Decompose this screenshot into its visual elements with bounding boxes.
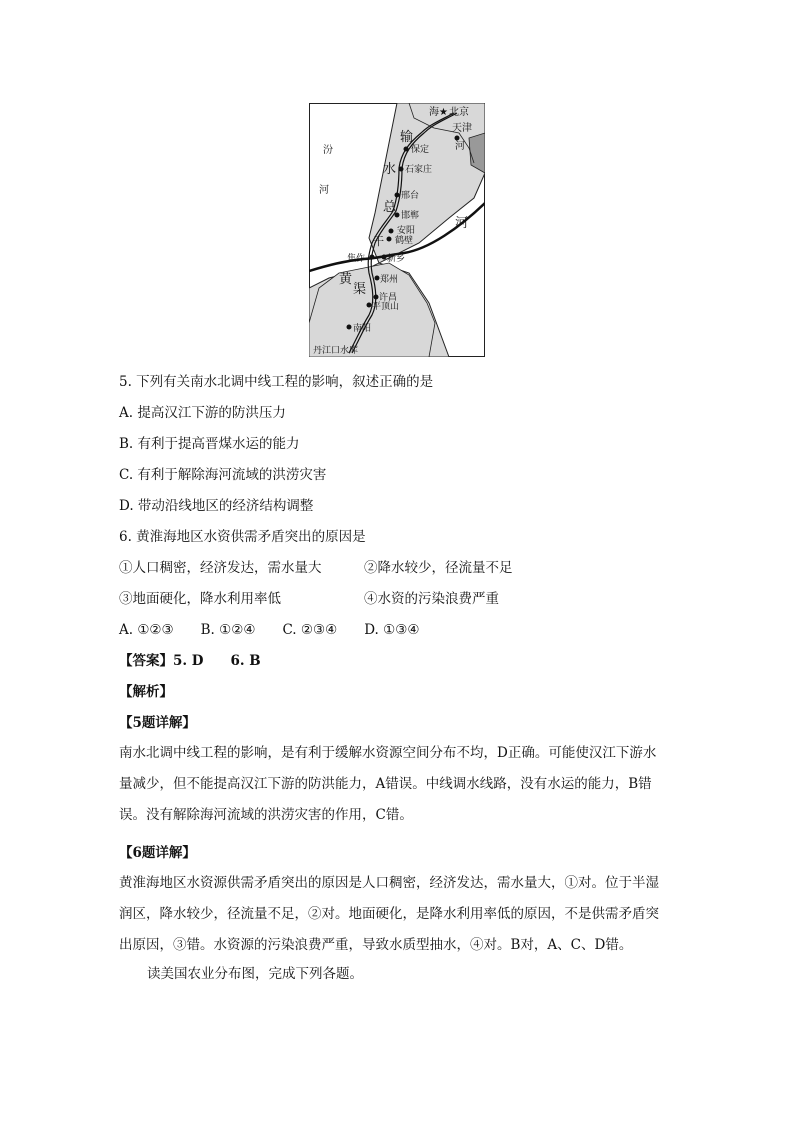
map-label-xuchang: 许昌 bbox=[379, 293, 398, 303]
city-dot bbox=[389, 229, 394, 234]
city-dot bbox=[395, 193, 400, 198]
city-dot bbox=[375, 276, 380, 281]
map-label-anyang: 安阳 bbox=[397, 226, 416, 236]
city-dot bbox=[455, 136, 460, 141]
route-map-svg bbox=[309, 103, 485, 357]
map-label-gan: 干 bbox=[373, 235, 384, 248]
map-label-danjiangkou: 丹江口水库 bbox=[313, 346, 359, 356]
detail5-title: 【5题详解】 bbox=[119, 715, 196, 731]
detail6-line-2: 润区，降水较少，径流量不足，②对。地面硬化，是降水利用率低的原因，不是供需矛盾突 bbox=[119, 906, 659, 922]
city-dot bbox=[399, 167, 404, 172]
map-label-he-tianjin: 河 bbox=[455, 141, 465, 152]
detail5-line-3: 误。没有解除海河流域的洪涝灾害的作用，C错。 bbox=[119, 807, 413, 823]
map-label-hebi: 鹤壁 bbox=[395, 236, 414, 246]
answer-line: 【答案】5. D 6. B bbox=[119, 653, 261, 669]
detail5-line-1: 南水北调中线工程的影响，是有利于缓解水资源空间分布不均，D正确。可能使汉江下游水 bbox=[119, 745, 657, 761]
analysis-title: 【解析】 bbox=[119, 684, 173, 700]
q6-statement-4: ④水资的污染浪费严重 bbox=[364, 591, 499, 607]
route-map bbox=[309, 103, 485, 357]
map-label-shu: 输 bbox=[400, 130, 414, 145]
detail6-title: 【6题详解】 bbox=[119, 845, 196, 861]
map-label-zong: 总 bbox=[383, 200, 397, 215]
q6-statement-2: ②降水较少，径流量不足 bbox=[364, 560, 513, 576]
q5-option-d: D. 带动沿线地区的经济结构调整 bbox=[119, 498, 314, 514]
map-label-he-left: 河 bbox=[319, 185, 329, 196]
q6-statement-3: ③地面硬化，降水利用率低 bbox=[119, 591, 281, 607]
map-label-shijiazhuang: 石家庄 bbox=[405, 165, 433, 175]
map-label-he-right: 河 bbox=[455, 216, 469, 231]
map-label-xingtai: 邢台 bbox=[401, 191, 420, 201]
map-label-qu: 渠 bbox=[353, 282, 367, 297]
city-dot bbox=[387, 237, 392, 242]
detail6-line-1: 黄淮海地区水资源供需矛盾突出的原因是人口稠密，经济发达，需水量大，①对。位于半湿 bbox=[119, 875, 659, 891]
city-dot bbox=[404, 147, 409, 152]
q5-option-c: C. 有利于解除海河流域的洪涝灾害 bbox=[119, 467, 327, 483]
next-section-intro: 读美国农业分布图，完成下列各题。 bbox=[147, 966, 363, 982]
detail5-line-2: 量减少，但不能提高汉江下游的防洪能力，A错误。中线调水线路，没有水运的能力，B错 bbox=[119, 776, 652, 792]
city-dot bbox=[347, 325, 352, 330]
map-label-fen: 汾 bbox=[323, 145, 333, 156]
q5-option-b: B. 有利于提高晋煤水运的能力 bbox=[119, 436, 300, 452]
map-label-huang: 黄 bbox=[339, 272, 353, 287]
city-dot bbox=[374, 295, 379, 300]
city-dot bbox=[382, 255, 387, 260]
city-dot bbox=[370, 255, 375, 260]
map-label-zhengzhou: 郑州 bbox=[380, 275, 399, 285]
q6-choices: A. ①②③ B. ①②④ C. ②③④ D. ①③④ bbox=[119, 622, 420, 638]
detail6-paragraph bbox=[119, 868, 679, 961]
map-label-handan: 邯郸 bbox=[401, 211, 420, 221]
q5-stem: 5. 下列有关南水北调中线工程的影响，叙述正确的是 bbox=[119, 374, 434, 390]
q6-stem: 6. 黄淮海地区水资供需矛盾突出的原因是 bbox=[119, 529, 366, 545]
beijing-star-icon: ★ bbox=[439, 107, 448, 118]
detail5-paragraph bbox=[119, 738, 679, 831]
city-dot bbox=[367, 303, 372, 308]
map-label-tianjin: 天津 bbox=[452, 123, 472, 134]
q6-statement-1: ①人口稠密，经济发达，需水量大 bbox=[119, 560, 322, 576]
map-label-jiaozuo: 焦作 bbox=[347, 254, 366, 264]
map-label-hai: 海 bbox=[429, 107, 439, 118]
q5-option-a: A. 提高汉江下游的防洪压力 bbox=[119, 405, 286, 421]
map-label-pingdingshan: 平顶山 bbox=[372, 302, 400, 312]
detail6-line-3: 出原因，③错。水资源的污染浪费严重，导致水质型抽水，④对。B对，A、C、D错。 bbox=[119, 937, 633, 953]
map-label-baoding: 保定 bbox=[411, 145, 430, 155]
map-label-shui: 水 bbox=[383, 162, 397, 177]
map-label-beijing: 北京 bbox=[449, 107, 469, 118]
map-label-xinxiang: 新乡 bbox=[387, 254, 406, 264]
map-label-nanyang: 南阳 bbox=[353, 324, 372, 334]
